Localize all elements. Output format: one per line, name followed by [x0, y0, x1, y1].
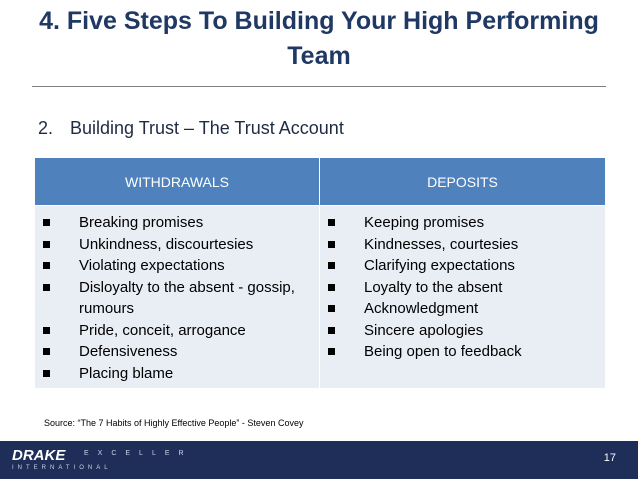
bullet-square-icon — [43, 241, 50, 248]
bullet-square-icon — [328, 327, 335, 334]
withdrawals-item-text: Violating expectations — [79, 257, 225, 274]
subheading-text: Building Trust – The Trust Account — [70, 118, 344, 138]
deposits-item — [326, 298, 597, 320]
footer-bar — [0, 441, 638, 479]
deposits-item-text: Clarifying expectations — [364, 257, 515, 274]
slide-title: 4. Five Steps To Building Your High Performing Team — [39, 7, 599, 70]
withdrawals-item — [41, 255, 311, 277]
withdrawals-item — [41, 234, 311, 256]
deposits-item-text: Acknowledgment — [364, 300, 479, 317]
deposits-item — [326, 255, 597, 277]
bullet-square-icon — [43, 219, 50, 226]
bullet-square-icon — [43, 262, 50, 269]
withdrawals-item — [41, 341, 311, 363]
deposits-item-text: Being open to feedback — [364, 343, 522, 360]
deposits-item-text: Kindnesses, courtesies — [364, 235, 519, 253]
withdrawals-item — [41, 363, 311, 385]
deposits-cell — [320, 206, 606, 389]
bullet-square-icon — [43, 284, 50, 291]
withdrawals-item-text: Disloyalty to the absent - gossip, rumours — [79, 278, 295, 317]
withdrawals-item-text: Defensiveness — [79, 343, 178, 360]
withdrawals-item — [41, 277, 311, 320]
bullet-square-icon — [328, 348, 335, 355]
bullet-square-icon — [328, 241, 335, 248]
withdrawals-item-text: Pride, conceit, arrogance — [79, 321, 246, 339]
footer-tagline: EXCELLER — [84, 450, 193, 457]
bullet-square-icon — [328, 262, 335, 269]
bullet-square-icon — [43, 327, 50, 334]
withdrawals-header: WITHDRAWALS — [35, 158, 320, 206]
deposits-item — [326, 212, 597, 234]
source-citation: Source: “The 7 Habits of Highly Effective People” - Steven Covey — [44, 418, 304, 428]
drake-logo: DRAKE — [12, 447, 66, 464]
bullet-square-icon — [328, 305, 335, 312]
bullet-square-icon — [328, 219, 335, 226]
deposits-item — [326, 341, 597, 363]
withdrawals-list — [41, 212, 311, 384]
bullet-square-icon — [43, 348, 50, 355]
bullet-square-icon — [328, 284, 335, 291]
deposits-item — [326, 320, 597, 342]
withdrawals-item-text: Unkindness, discourtesies — [79, 235, 254, 253]
withdrawals-item — [41, 212, 311, 234]
deposits-header: DEPOSITS — [320, 158, 606, 206]
bullet-square-icon — [43, 370, 50, 377]
deposits-item-text: Loyalty to the absent — [364, 278, 503, 296]
logo-subtitle: INTERNATIONAL — [12, 465, 112, 471]
subheading — [38, 118, 344, 139]
withdrawals-item-text: Breaking promises — [79, 214, 204, 231]
withdrawals-cell — [35, 206, 320, 389]
page-number: 17 — [603, 452, 616, 464]
title-divider — [32, 86, 606, 87]
deposits-item-text: Keeping promises — [364, 214, 485, 231]
deposits-list — [326, 212, 597, 363]
deposits-item-text: Sincere apologies — [364, 321, 484, 339]
deposits-item — [326, 234, 597, 256]
withdrawals-item — [41, 320, 311, 342]
withdrawals-item-text: Placing blame — [79, 364, 174, 382]
subheading-number: 2. — [38, 118, 54, 138]
trust-account-table — [34, 157, 606, 389]
deposits-item — [326, 277, 597, 299]
